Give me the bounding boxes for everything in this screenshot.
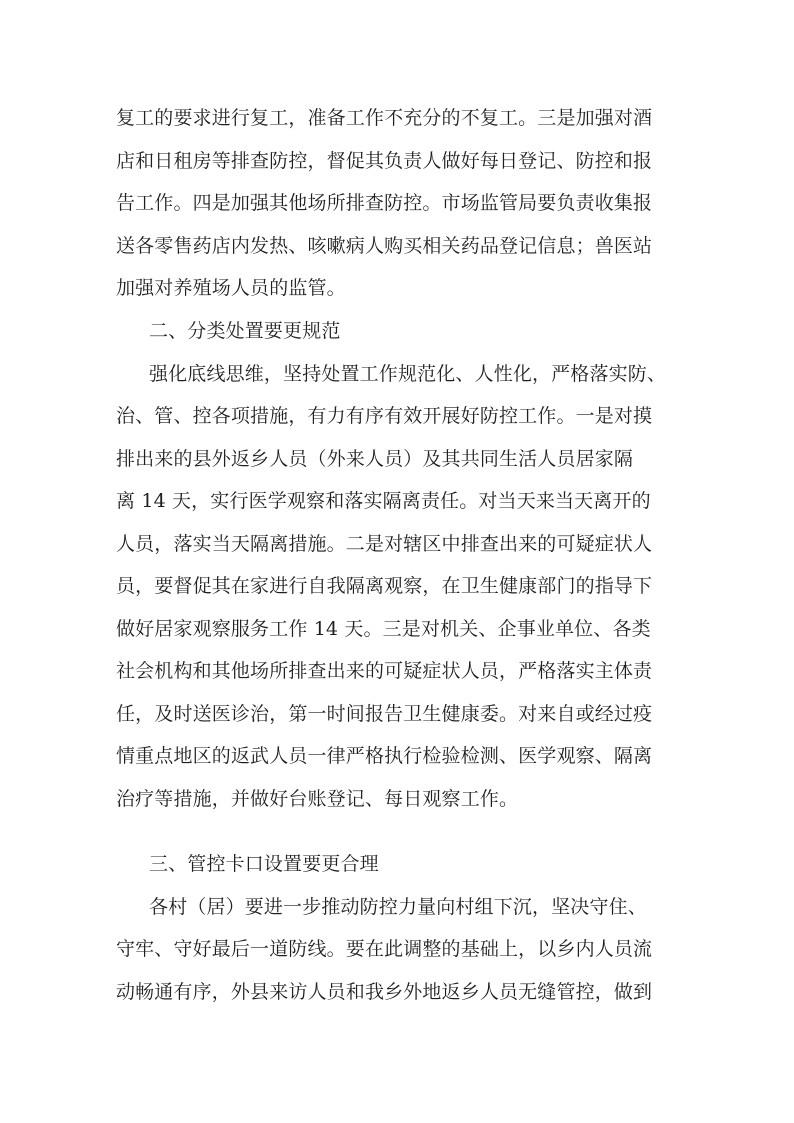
section-2-heading: 二、分类处置要更规范 [149,320,341,342]
text-line: 告工作。四是加强其他场所排查防控。市场监管局要负责收集报 [116,192,653,214]
section-3-paragraph [116,886,676,1014]
section-3 [116,843,676,1013]
text-line: 复工的要求进行复工，准备工作不充分的不复工。三是加强对酒 [116,107,653,129]
text-line: 离 14 天，实行医学观察和落实隔离责任。对当天来当天离开的 [116,490,651,512]
text-line: 动畅通有序，外县来访人员和我乡外地返乡人员无缝管控，做到 [116,980,653,1003]
text-line: 治疗等措施，并做好台账登记、每日观察工作。 [116,787,519,810]
text-line: 人员，落实当天隔离措施。二是对辖区中排查出来的可疑症状人 [116,532,653,555]
text-line: 情重点地区的返武人员一律严格执行检验检测、医学观察、隔离 [116,745,653,767]
section-2 [116,310,676,820]
text-line: 送各零售药店内发热、咳嗽病人购买相关药品登记信息；兽医站 [116,234,653,257]
text-line: 强化底线思维，坚持处置工作规范化、人性化，严格落实防、 [149,362,667,385]
section-2-paragraph [116,353,676,821]
text-line: 各村（居）要进一步推动防控力量向村组下沉，坚决守住、 [149,895,647,918]
text-line: 员，要督促其在家进行自我隔离观察，在卫生健康部门的指导下 [116,575,653,597]
text-line: 治、管、控各项措施，有力有序有效开展好防控工作。一是对摸 [116,405,653,427]
section-3-heading: 三、管控卡口设置要更合理 [149,853,379,875]
text-line: 任，及时送医诊治，第一时间报告卫生健康委。对来自或经过疫 [116,702,653,725]
text-line: 排出来的县外返乡人员（外来人员）及其共同生活人员居家隔 [116,447,634,470]
text-line: 社会机构和其他场所排查出来的可疑症状人员，严格落实主体责 [116,660,653,682]
text-line: 做好居家观察服务工作 14 天。三是对机关、企事业单位、各类 [116,617,651,640]
text-line: 加强对养殖场人员的监管。 [116,277,346,299]
text-line: 店和日租房等排查防控，督促其负责人做好每日登记、防控和报 [116,149,653,172]
text-line: 守牢、守好最后一道防线。要在此调整的基础上，以乡内人员流 [116,938,653,960]
continuation-paragraph [116,97,676,310]
